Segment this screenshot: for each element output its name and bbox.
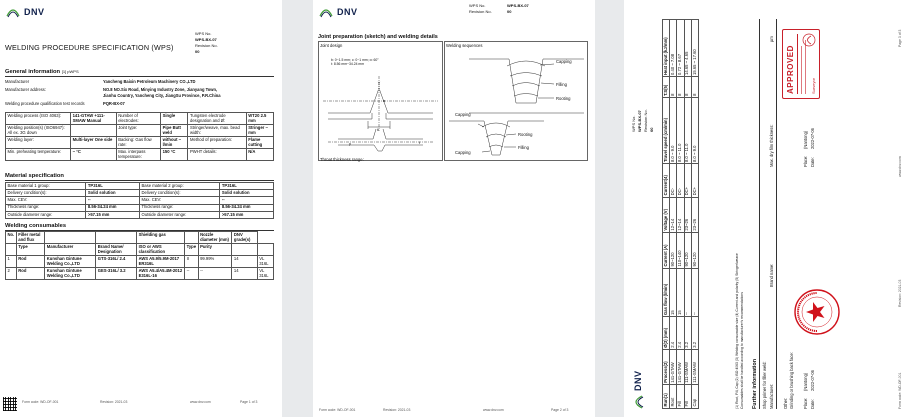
place-value-1: (Nantong) — [803, 372, 808, 391]
footer-url: www.dnv.com — [483, 408, 504, 412]
material-heading: Material specification — [5, 173, 64, 179]
table-cell: 23~26 — [691, 197, 698, 232]
table-cell: -- — [691, 269, 698, 317]
table-row — [6, 125, 274, 137]
wps-no: WPS-BX-07 — [195, 37, 217, 42]
table-cell: Solid solution — [86, 190, 140, 197]
date-label-2: Date: — [810, 157, 815, 167]
address-label: Manufacturer address: — [5, 87, 46, 92]
sequence-label: Welding sequences — [446, 43, 483, 48]
shop-primer-label: Shop primer for filler weld: — [762, 361, 767, 409]
label-filling-2: Filling — [518, 145, 529, 150]
table-cell: 8.0 ~ 9.0 — [691, 98, 698, 164]
manufacturer-label: Manufacturer — [5, 79, 30, 84]
dnv-logo — [632, 370, 644, 409]
max-dry-unit: µm — [769, 36, 774, 42]
table-row — [6, 204, 274, 211]
table-cell: 15.65 ~ 17.60 — [691, 20, 698, 78]
manufacturer-label: Manufacturer: — [769, 383, 774, 409]
table-cell: Outside diameter range: — [6, 211, 86, 218]
table-cell — [71, 125, 117, 137]
label-capping-2: Capping — [455, 112, 471, 117]
divider — [5, 76, 274, 77]
dnv-stamp-icon — [802, 33, 816, 47]
table-cell: 23~26 — [684, 197, 691, 232]
table-notes-2: Consumables shall be handled according to manufacturer's recommendations — [740, 292, 744, 409]
table-cell: Thickness range: — [139, 204, 219, 211]
table-row — [6, 149, 274, 161]
table-cell: WT20 2.5 mm — [246, 113, 273, 125]
label-capping-1: Capping — [556, 59, 572, 64]
table-cell: 111-SMAW — [691, 350, 698, 385]
label-rooting-1: Rooting — [556, 96, 571, 101]
address-line-2: Jianhu Country, Yancheng City, JiangSu Province, P.R.China — [103, 93, 221, 98]
pqr-label: Welding procedure qualification test records — [5, 101, 85, 106]
table-cell: 15 — [670, 269, 677, 317]
table-header-cell: Gas flow (l/min) — [663, 269, 670, 317]
table-cell: -- — [684, 269, 691, 317]
table-cell: Stringer ~ mm — [246, 125, 273, 137]
revision-label: Revision No. — [195, 43, 218, 48]
table-cell: VL 316L — [257, 268, 273, 280]
table-row — [670, 20, 677, 409]
wps-page-3 — [624, 0, 907, 417]
dnv-logo-icon — [632, 395, 644, 409]
table-cell: Min. preheating temperature: — [6, 149, 71, 161]
manufacturer-value: Yancheng Baixin Petroleum Machinery CO.,LTD — [103, 79, 196, 84]
stamp-surveyor: Surveyor — [811, 77, 816, 94]
table-cell: VL 316L — [257, 256, 273, 268]
table-header-row — [663, 20, 670, 409]
table-cell: GES-316L/ 3.2 — [96, 268, 137, 280]
table-header-cell: ISO or AWS classification — [137, 244, 185, 256]
table-header-cell: Filler metal and flux — [16, 232, 45, 244]
table-cell: 8 — [670, 77, 677, 98]
table-cell: Method of preparation: — [188, 137, 246, 149]
table-cell: Delivery condition(s): — [6, 190, 86, 197]
dimension-note-2: t: 8.56 mm~34.24 mm — [331, 62, 365, 66]
table-cell: 8 — [684, 77, 691, 98]
table-header-cell — [6, 244, 17, 256]
table-cell: 141-GTAW — [670, 350, 677, 385]
joint-design-label: Joint design — [320, 43, 343, 48]
logo-text: DNV — [24, 7, 45, 17]
table-cell: -- — [220, 197, 274, 204]
table-row — [6, 256, 274, 268]
table-cell: 2 — [6, 268, 17, 280]
table-cell: Rod — [16, 256, 45, 268]
table-row — [6, 190, 274, 197]
table-cell: Fill — [677, 385, 684, 409]
table-cell: Cap — [691, 385, 698, 409]
table-cell: AWS A5.9/5.9M-2017 ER316L — [137, 256, 185, 268]
table-header-cell: Type — [16, 244, 45, 256]
dnv-logo — [319, 6, 358, 18]
table-header-cell: No. — [6, 232, 17, 244]
table-row — [677, 20, 684, 409]
place-label-1: Place: — [803, 397, 808, 409]
table-cell: 8 — [691, 77, 698, 98]
table-cell: 110~140 — [677, 233, 684, 269]
table-row — [691, 20, 698, 409]
approved-stamp — [782, 29, 820, 99]
table-cell: Pipe Butt weld — [161, 125, 188, 137]
table-cell: 90~120 — [691, 233, 698, 269]
table-cell: TP316L — [86, 183, 140, 190]
footer-url: www.dnv.com — [898, 156, 902, 177]
table-cell: Base material 2 group: — [139, 183, 219, 190]
further-heading: Further information — [752, 358, 758, 409]
grinding-label: Grinding or brushing back face: — [789, 352, 794, 409]
consumables-heading: Welding consumables — [5, 223, 67, 229]
dim-t: t — [419, 141, 420, 145]
table-header-cell: DNV grade(s) — [232, 232, 257, 244]
date-label-1: Date: — [810, 399, 815, 409]
table-cell: DC+ — [691, 164, 698, 197]
table-cell: ~ °C — [71, 149, 117, 161]
footer-page: Page 2 of 3 — [551, 408, 569, 412]
wps-no: WPS-BX-07 — [637, 110, 642, 132]
table-header-cell — [185, 232, 198, 244]
general-heading: General information [1] pWPS — [5, 69, 79, 75]
table-cell: Delivery condition(s): — [139, 190, 219, 197]
table-row — [6, 211, 274, 218]
table-cell: 14 — [232, 268, 257, 280]
dim-b: b — [377, 128, 379, 132]
table-header-cell: Type — [185, 244, 198, 256]
table-cell: 3.2 — [684, 317, 691, 350]
table-header-cell: Shielding gas — [137, 232, 185, 244]
table-cell: GTS-316L/ 2.4 — [96, 256, 137, 268]
table-row — [6, 113, 274, 125]
table-cell: -- — [185, 268, 198, 280]
table-cell: Max. CEV: — [6, 197, 86, 204]
table-cell: Fill — [684, 385, 691, 409]
brand-label: Brand name: — [769, 263, 774, 287]
wps-no-label: WPS No. — [469, 3, 486, 8]
table-header-cell: Purity — [198, 244, 232, 256]
table-cell: PWHT details: — [188, 149, 246, 161]
table-cell: 141-GTAW +111-SMAW Manual — [71, 113, 117, 125]
table-cell: 8.56-34.24 mm — [220, 204, 274, 211]
table-header-cell — [232, 244, 257, 256]
table-cell: 8.0 ~ 11.0 — [677, 98, 684, 164]
table-cell: Solid solution — [220, 190, 274, 197]
wps-page-2 — [313, 0, 595, 417]
table-cell: Max. interpass temperature: — [116, 149, 160, 161]
dim-alpha: α — [383, 99, 386, 103]
table-cell: DC- — [677, 164, 684, 197]
revision-label: Revision No. — [469, 9, 492, 14]
table-cell: Joint type: — [116, 125, 160, 137]
table-row — [6, 183, 274, 190]
footer-form-code: Form code: WD-OF-001 — [319, 408, 356, 412]
table-cell: 14 — [232, 256, 257, 268]
table-cell: -- — [198, 268, 232, 280]
address-line-1: NO.8 NO.Six Road, Minying Industry Zone, Jianyang Town, — [103, 87, 218, 92]
page-title: WELDING PROCEDURE SPECIFICATION (WPS) — [5, 43, 174, 52]
table-cell: 8.56-34.24 mm — [86, 204, 140, 211]
date-value-1: 2022-07-06 — [810, 370, 815, 391]
table-cell: Single — [161, 113, 188, 125]
table-cell: 1 — [6, 256, 17, 268]
table-cell: 12~14 — [677, 197, 684, 232]
table-cell: -- — [86, 197, 140, 204]
consumables-table — [5, 231, 274, 280]
qr-code — [3, 397, 17, 411]
table-header-cell: Heat input (kJ/mm) — [663, 20, 670, 78]
table-cell: Stringer/weave, max. bead width: — [188, 125, 246, 137]
table-cell: 8.0 ~ 9.0 — [670, 98, 677, 164]
table-cell: 2.4 — [670, 317, 677, 350]
table-cell: Rod — [16, 268, 45, 280]
company-seal-icon — [792, 287, 842, 337]
table-header-cell — [96, 232, 137, 244]
table-cell: 150 °C — [161, 149, 188, 161]
table-cell: Number of electrodes: — [116, 113, 160, 125]
table-cell: Multi-layer One side — [71, 137, 117, 149]
table-cell: Tungsten electrode designation and Ø: — [188, 113, 246, 125]
table-header-cell: Nozzle diameter (mm) — [198, 232, 232, 244]
table-header-cell: T.S(5) — [663, 77, 670, 98]
table-cell: Welding position(s) (ISO6947): All ex. 3G down — [6, 125, 71, 137]
table-cell: N/A — [246, 149, 273, 161]
dim-p: p — [349, 142, 351, 146]
wps-no-label: WPS No. — [631, 115, 636, 132]
table-cell: 14.65 ~ 4.65 — [684, 20, 691, 78]
footer-revision: Revision: 2021-03 — [898, 279, 902, 307]
divider — [5, 180, 274, 181]
table-header-cell — [45, 232, 96, 244]
pqr-value: PQR-BX-07 — [103, 101, 125, 106]
table-cell: >57.15 mm — [86, 211, 140, 218]
revision-label: Revision No. — [643, 109, 648, 132]
table-cell: TP316L — [220, 183, 274, 190]
material-table — [5, 182, 274, 219]
table-cell: Welding process (ISO 4063): — [6, 113, 71, 125]
dnv-logo — [6, 6, 45, 18]
table-header-row — [6, 232, 274, 244]
table-cell: 0.40 ~ 7.08 — [670, 20, 677, 78]
table-notes-1: (1) Root, Fill, Cap (2) ISO 4063 (3) Welding consumable size (4) Current and polarity (5) Stringer/weave — [735, 253, 739, 409]
label-capping-3: Capping — [455, 150, 471, 155]
table-header-cell: Current (A) — [663, 233, 670, 269]
table-cell: Flame cutting — [246, 137, 273, 149]
throat-label: Throat thickness range: — [320, 157, 364, 162]
footer-form-code: Form code: WD-OF-001 — [898, 372, 902, 409]
table-cell: without ~ l/min — [161, 137, 188, 149]
revision-no: 00 — [195, 49, 200, 54]
date-value-2: 2022-07-06 — [810, 128, 815, 149]
table-row — [6, 197, 274, 204]
table-cell: 12~14 — [670, 197, 677, 232]
other-label: Other: — [783, 397, 788, 409]
table-cell: Welding layer: — [6, 137, 71, 149]
table-header-cell: Ø(3) (mm) — [663, 317, 670, 350]
table-header-cell: Run(1) — [663, 385, 670, 409]
table-row — [6, 268, 274, 280]
table-cell: 2.4 — [677, 317, 684, 350]
table-cell: 0.72 ~ 8.67 — [677, 20, 684, 78]
rotated-content — [624, 0, 907, 417]
joint-heading: Joint preparation (sketch) and welding details — [318, 34, 438, 40]
table-header-cell — [257, 244, 273, 256]
table-cell: Base material 1 group: — [6, 183, 86, 190]
place-label-2: Place: — [803, 155, 808, 167]
footer-url: www.dnv.com — [190, 400, 211, 404]
label-rooting-2: Rooting — [518, 132, 533, 137]
table-cell: Outside diameter range: — [139, 211, 219, 218]
footer-form-code: Form code: WD-OF-001 — [22, 400, 59, 404]
logo-text: DNV — [337, 7, 358, 17]
table-cell: AWS A5.4/A5.4M-2012 E316L-16 — [137, 268, 185, 280]
table-cell: 90~120 — [684, 233, 691, 269]
table-row — [6, 137, 274, 149]
table-cell: 141-GTAW — [677, 350, 684, 385]
joint-sketch — [318, 41, 443, 161]
table-cell: Backing: Gas flow rate: — [116, 137, 160, 149]
divider — [759, 19, 760, 409]
table-cell: Max. CEV: — [139, 197, 219, 204]
footer-page: Page 3 of 3 — [898, 29, 902, 47]
wps-page-1 — [0, 0, 282, 417]
process-info-table — [5, 112, 274, 161]
dimension-note-1: b: 0~1.5 mm; c: 0~1 mm; α: 60° — [331, 58, 379, 62]
dnv-logo-icon — [6, 6, 20, 18]
max-dry-label: Max. dry film thickness: — [769, 124, 774, 167]
place-value-2: (Nantong) — [803, 130, 808, 149]
table-cell: 3.2 — [691, 317, 698, 350]
table-cell: DC- — [670, 164, 677, 197]
table-cell: Kunshan Gintune Welding Co.,LTD — [45, 268, 96, 280]
revision-no: 00 — [507, 9, 512, 14]
table-cell: 8 — [677, 77, 684, 98]
welding-parameters-table — [662, 19, 699, 409]
table-cell: DC+ — [684, 164, 691, 197]
table-cell: Thickness range: — [6, 204, 86, 211]
table-cell: 99.99% — [198, 256, 232, 268]
table-cell: II — [185, 256, 198, 268]
revision-no: 00 — [649, 127, 654, 132]
table-cell: 15 — [677, 269, 684, 317]
label-filling-1: Filling — [556, 82, 567, 87]
table-row — [684, 20, 691, 409]
footer-page: Page 1 of 3 — [240, 400, 258, 404]
table-cell: Kunshan Gintune Welding Co.,LTD — [45, 256, 96, 268]
wps-no-label: WPS No. — [195, 31, 212, 36]
divider — [776, 19, 777, 409]
logo-text: DNV — [633, 370, 643, 391]
wps-no: WPS-BX-07 — [507, 3, 529, 8]
table-cell: 111-SMAW — [684, 350, 691, 385]
table-cell: 8.0 ~ 11.0 — [684, 98, 691, 164]
footer-revision: Revision: 2021-03 — [383, 408, 411, 412]
approved-stamp-text: APPROVED — [786, 45, 795, 94]
table-header-cell: Voltage (V) — [663, 197, 670, 232]
table-header-cell: Travel speed (cm/min) — [663, 98, 670, 164]
table-header-cell: Process(2) — [663, 350, 670, 385]
table-cell: >57.15 mm — [220, 211, 274, 218]
table-cell: Root — [670, 385, 677, 409]
table-header-row — [6, 244, 274, 256]
table-header-cell: Brand Name/ Designation — [96, 244, 137, 256]
dnv-logo-icon — [319, 6, 333, 18]
table-header-cell: Manufacturer — [45, 244, 96, 256]
footer-revision: Revision: 2021-03 — [100, 400, 128, 404]
table-header-cell: Current(4) — [663, 164, 670, 197]
table-cell: 90~120 — [670, 233, 677, 269]
